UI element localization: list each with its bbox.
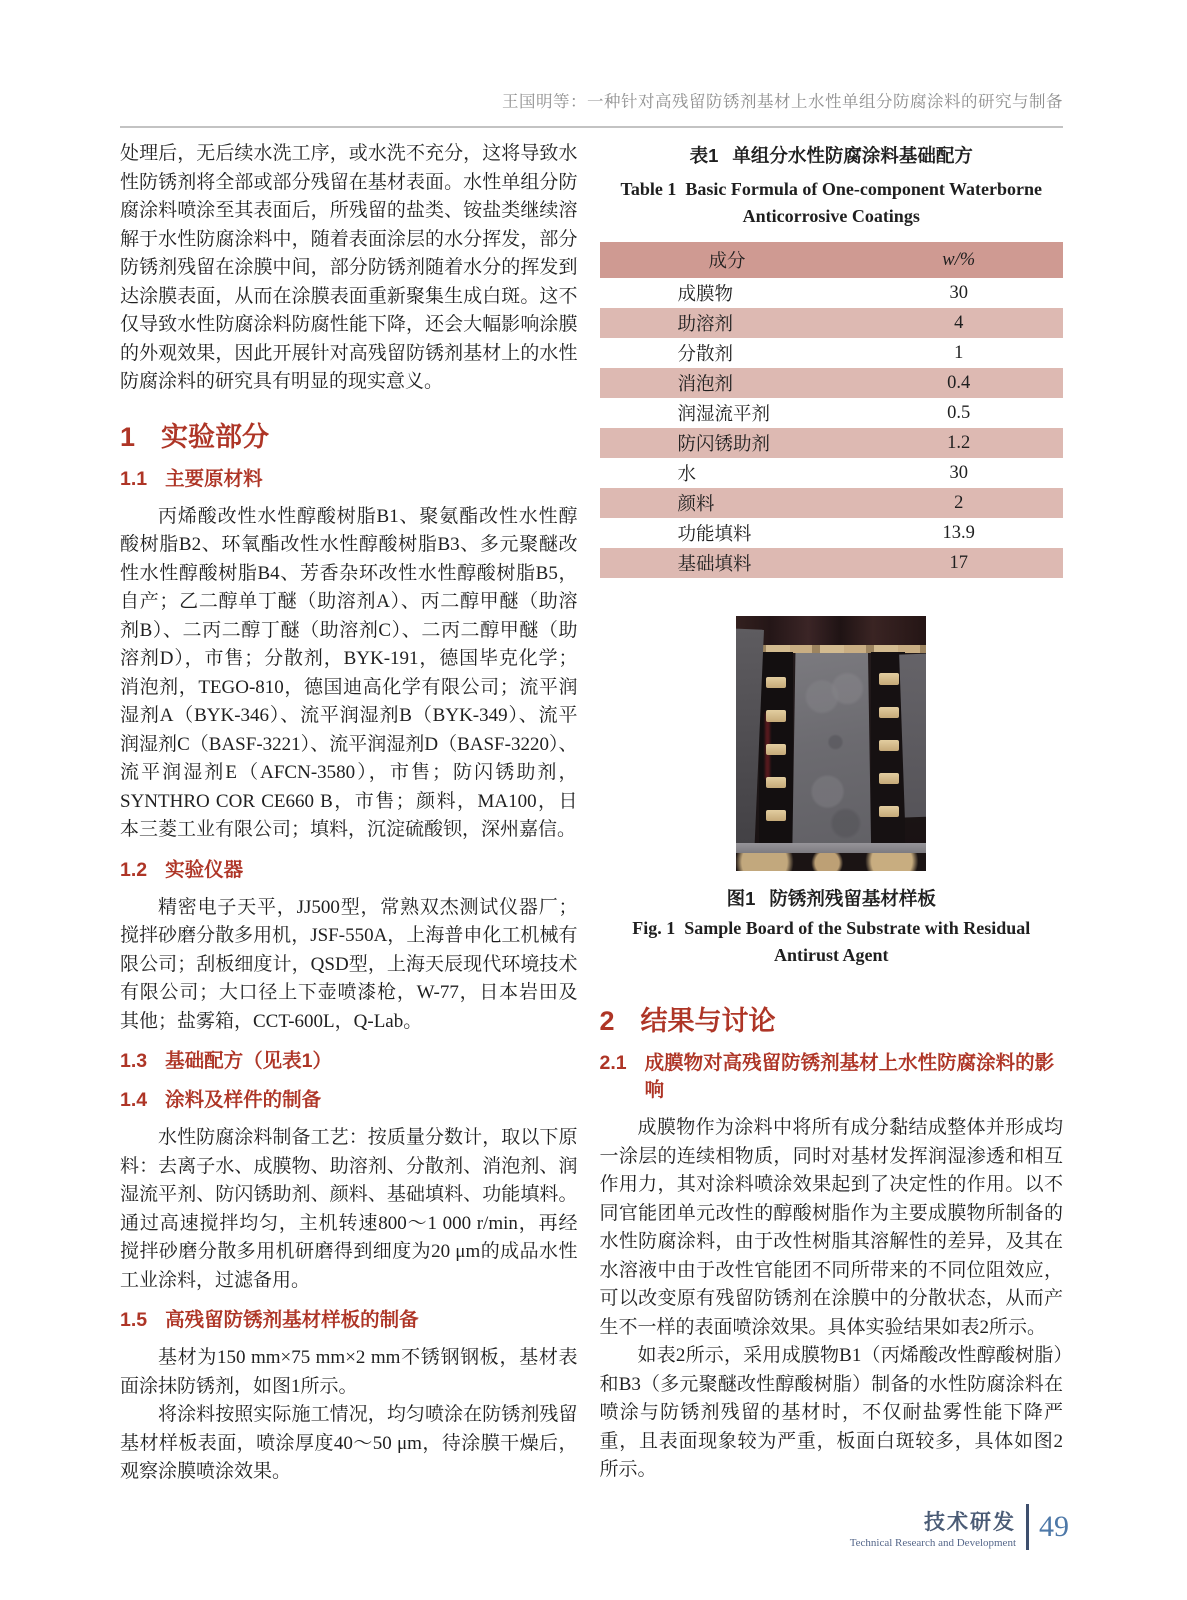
preparation-paragraph: 水性防腐涂料制备工艺：按质量分数计，取以下原料：去离子水、成膜物、助溶剂、分散剂、消泡剂、润湿流平剂、防闪锈助剂、颜料、基础填料、功能填料。通过高速搅拌均匀，主机转速800～1 000 r/min，再经搅拌砂磨分散多用机研磨得到细度为20 μm的成品水性工业涂料，过滤备用。 — [120, 1127, 578, 1291]
section-2-1-heading: 2.1 成膜物对高残留防锈剂基材上水性防腐涂料的影响 — [599, 1052, 1055, 1101]
section-title: 实验部分 — [161, 421, 270, 452]
section-1-4-heading: 1.4 涂料及样件的制备 — [120, 1089, 322, 1111]
photo-sample-board — [792, 653, 871, 851]
section-1-5-heading: 1.5 高残留防锈剂基材样板的制备 — [120, 1309, 419, 1331]
left-column — [120, 140, 578, 1487]
figure1-caption-zh: 图1 防锈剂残留基材样板 — [726, 888, 936, 909]
running-head: 王国明等：一种针对高残留防锈剂基材上水性单组分防腐涂料的研究与制备 — [502, 93, 1063, 111]
photo-rack-bottom — [736, 853, 926, 871]
table1 — [600, 242, 1064, 578]
section-number: 1 — [120, 421, 136, 452]
materials-paragraph: 丙烯酸改性水性醇酸树脂B1、聚氨酯改性水性醇酸树脂B2、环氧酯改性水性醇酸树脂B3、多元聚醚改性水性醇酸树脂B4、芳香杂环改性水性醇酸树脂B5，自产；乙二醇单丁醚（助溶剂A）、丙二醇甲醚（助溶剂B）、二丙二醇丁醚（助溶剂C）、二丙二醇甲醚（助溶剂D），市售；分散剂，BYK-191，德国毕克化学；消泡剂，TEGO-810，德国迪高化学有限公司；流平润湿剂A（BYK-346）、流平润湿剂B（BYK-349）、流平润湿剂C（BASF-3221）、流平润湿剂D（BASF-3220）、流平润湿剂E（AFCN-3580），市售；防闪锈助剂，SYNTHRO COR CE660 B，市售；颜料，MA100，日本三菱工业有限公司；填料，沉淀硫酸钡，深州嘉信。 — [120, 505, 578, 840]
table1-header-wpct: w/% — [854, 242, 1063, 278]
section-1-1-heading: 1.1 主要原材料 — [120, 467, 263, 490]
table-row: 消泡剂 0.4 — [600, 368, 1064, 398]
table-row: 润湿流平剂 0.5 — [677, 402, 971, 425]
page-number: 49 — [1039, 1510, 1069, 1543]
table1-caption-en: Table 1 Basic Formula of One-component Waterborne Anticorrosive Coatings — [620, 179, 1042, 226]
footer-label-en: Technical Research and Development — [849, 1536, 1016, 1549]
section-1-3-heading: 1.3 基础配方（见表1） — [120, 1050, 332, 1072]
table1-header-component: 成分 — [600, 242, 855, 278]
table-row: 颜料 2 — [600, 488, 1064, 518]
table-row: 防闪锈助剂 1.2 — [600, 428, 1064, 458]
right-column — [600, 140, 1064, 1487]
header-rule — [120, 126, 1063, 128]
figure1-photo — [736, 616, 926, 871]
instruments-paragraph: 精密电子天平，JJ500型，常熟双杰测试仪器厂；搅拌砂磨分散多用机，JSF-550A，上海普申化工机械有限公司；刮板细度计，QSD型，上海天辰现代环境技术有限公司；大口径上下壶喷漆枪，W-77，日本岩田及其他；盐雾箱，CCT-600L，Q-Lab。 — [120, 896, 578, 1032]
photo-rack-top — [736, 616, 926, 647]
footer-divider-bar — [1026, 1504, 1029, 1550]
substrate-paragraph-2: 将涂料按照实际施工情况，均匀喷涂在防锈剂残留基材样板表面，喷涂厚度40～50 μm，待涂膜干燥后，观察涂膜喷涂效果。 — [120, 1404, 578, 1482]
results-paragraph-2: 如表2所示，采用成膜物B1（丙烯酸改性醇酸树脂）和B3（多元聚醚改性醇酸树脂）制备的水性防腐涂料在喷涂与防锈剂残留的基材时，不仅耐盐雾性能下降严重，且表面现象较为严重，板面白斑较多，具体如图2所示。 — [599, 1345, 1063, 1480]
section-1-heading — [120, 415, 578, 454]
table-row: 助溶剂 4 — [600, 308, 1064, 338]
table-row: 功能填料 13.9 — [677, 522, 975, 545]
section-2-heading: 2 结果与讨论 — [599, 1006, 776, 1036]
table1-caption-zh: 表1 单组分水性防腐涂料基础配方 — [689, 145, 973, 166]
intro-paragraph: 处理后，无后续水洗工序，或水洗不充分，这将导致水性防锈剂将全部或部分残留在基材表面。水性单组分防腐涂料喷涂至其表面后，所残留的盐类、铵盐类继续溶解于水性防腐涂料中，随着表面涂层的水分挥发，部分防锈剂残留在涂膜中间，部分防锈剂随着水分的挥发到达涂膜表面，从而在涂膜表面重新聚集生成白斑。这不仅导致水性防腐涂料防腐性能下降，还会大幅影响涂膜的外观效果，因此开展针对高残留防锈剂基材上的水性防腐涂料的研究具有明显的现实意义。 — [120, 143, 578, 392]
footer-label-zh: 技术研发 — [924, 1510, 1016, 1534]
table1-header-row — [600, 242, 1064, 278]
figure1-caption-en: Fig. 1 Sample Board of the Substrate with Residual Antirust Agent — [632, 918, 1031, 965]
figure1 — [600, 616, 1064, 969]
table-row: 水 30 — [677, 462, 968, 485]
page-footer — [850, 1504, 1069, 1550]
results-paragraph-1: 成膜物作为涂料中将所有成分黏结成整体并形成均一涂层的连续相物质，同时对基材发挥润湿渗透和相互作用力，其对涂料喷涂效果起到了决定性的作用。以不同官能团单元改性的醇酸树脂作为主要成膜物所制备的水性防腐涂料，由于改性树脂其溶解性的差异，及其在水溶液中由于改性官能团不同所带来的不同位阻效应，可以改变原有残留防锈剂在涂膜中的分散状态，从而产生不一样的表面喷涂效果。具体实验结果如表2所示。 — [599, 1117, 1063, 1338]
table-row: 基础填料 17 — [600, 548, 1064, 578]
table-row: 成膜物 30 — [677, 282, 968, 305]
substrate-paragraph-1: 基材为150 mm×75 mm×2 mm不锈钢钢板，基材表面涂抹防锈剂，如图1所示。 — [120, 1347, 578, 1397]
section-1-2-heading: 1.2 实验仪器 — [120, 858, 244, 881]
footer-labels — [850, 1506, 1016, 1549]
photo-bottom-rail — [736, 843, 926, 853]
table-row: 分散剂 1 — [677, 342, 964, 365]
two-column-content — [120, 140, 1063, 1487]
